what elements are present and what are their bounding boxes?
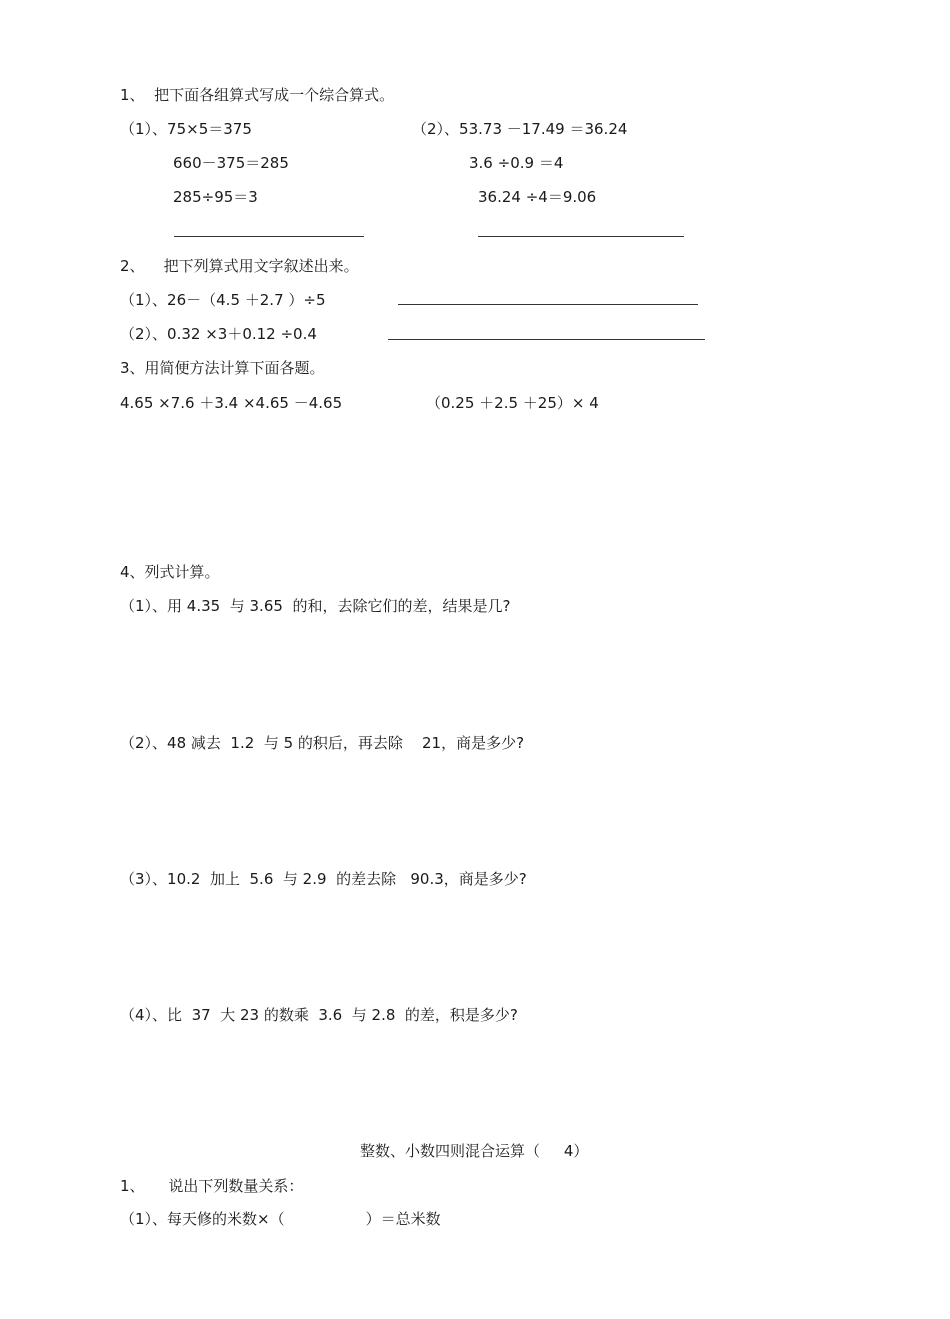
section4-heading: 4、列式计算。	[120, 563, 220, 581]
part2-title: 整数、小数四则混合运算（ 4）	[360, 1142, 589, 1160]
section2-question1: （1）、26－（4.5 ＋2.7 ）÷5	[120, 291, 326, 309]
section4-question1: （1）、用 4.35 与 3.65 的和，去除它们的差，结果是几?	[120, 597, 511, 615]
section2-heading: 2、 把下列算式用文字叙述出来。	[120, 257, 359, 275]
section1-right-line2: 3.6 ÷0.9 ＝4	[469, 154, 564, 172]
answer-line-1-left	[174, 236, 364, 237]
answer-line-2-2	[388, 339, 705, 340]
section1-heading: 1、 把下面各组算式写成一个综合算式。	[120, 86, 395, 104]
section1-left-line2: 660－375＝285	[173, 154, 289, 172]
section4-question2: （2）、48 减去 1.2 与 5 的积后，再去除 21，商是多少?	[120, 734, 525, 752]
section1-left-line1: （1）、75×5＝375	[120, 120, 252, 138]
section3-question1: 4.65 ×7.6 ＋3.4 ×4.65 －4.65	[120, 394, 343, 412]
section1-left-line3: 285÷95＝3	[173, 188, 258, 206]
section1-right-line1: （2）、53.73 －17.49 ＝36.24	[412, 120, 628, 138]
answer-line-1-right	[478, 236, 684, 237]
section1-right-line3: 36.24 ÷4＝9.06	[478, 188, 597, 206]
section4-question3: （3）、10.2 加上 5.6 与 2.9 的差去除 90.3，商是多少?	[120, 870, 527, 888]
section3-heading: 3、用简便方法计算下面各题。	[120, 359, 325, 377]
part2-question1: （1）、每天修的米数×（ ）＝总米数	[120, 1210, 441, 1228]
answer-line-2-1	[398, 304, 698, 305]
section2-question2: （2）、0.32 ×3＋0.12 ÷0.4	[120, 325, 317, 343]
section4-question4: （4）、比 37 大 23 的数乘 3.6 与 2.8 的差，积是多少?	[120, 1006, 518, 1024]
part2-heading: 1、 说出下列数量关系：	[120, 1177, 304, 1195]
section3-question2: （0.25 ＋2.5 ＋25）× 4	[426, 394, 599, 412]
